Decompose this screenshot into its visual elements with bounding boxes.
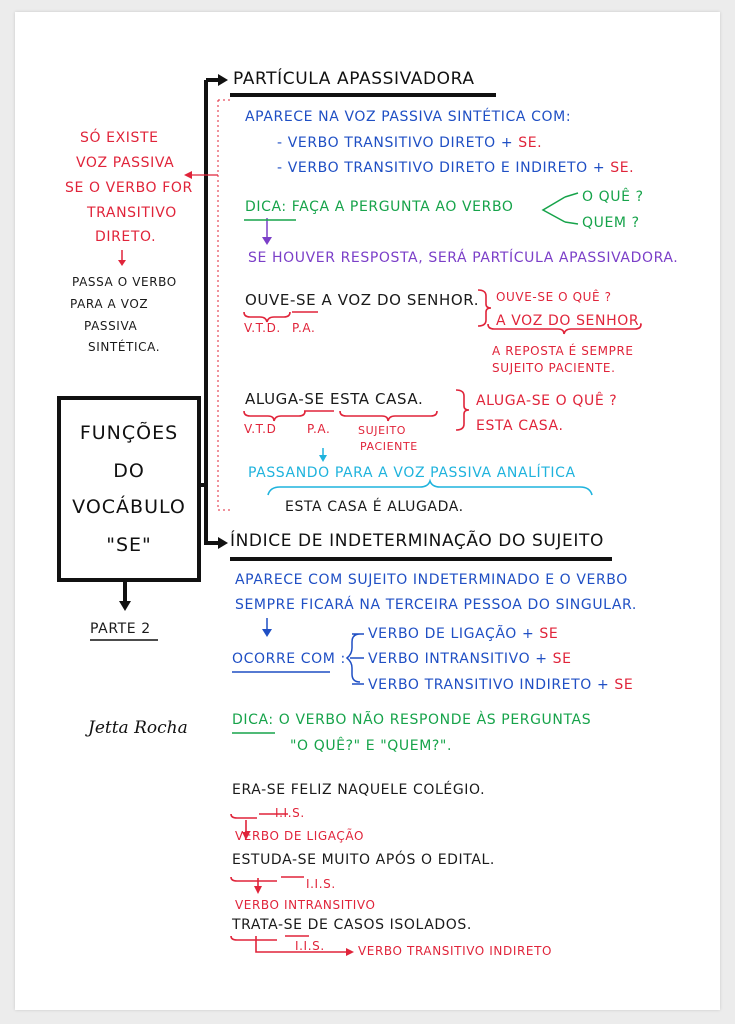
side-note-line: DIRETO. [95,229,157,245]
intro: APARECE COM SUJEITO INDETERMINADO E O VERBO [235,572,628,588]
dashed-connector [218,100,232,510]
note: SUJEITO PACIENTE. [492,361,616,375]
text: -SE [289,291,317,309]
tag: V.T.D [244,422,277,436]
tag: PACIENTE [360,440,418,453]
example-sentence [245,392,423,407]
section-title: ÍNDICE DE INDETERMINAÇÃO DO SUJEITO [230,531,604,551]
intro: SEMPRE FICARÁ NA TERCEIRA PESSOA DO SINGULAR. [235,597,637,613]
arrow-icon [218,537,228,549]
side-note-line: TRANSITIVO [87,205,177,221]
text: DICA [232,712,269,728]
list-item [277,161,634,175]
example-sentence [232,853,495,867]
analytic-sentence: ESTA CASA É ALUGADA. [285,499,464,515]
box-line: FUNÇÕES [79,422,179,444]
tag: I.I.S. [295,939,325,953]
tag: V.T.D. [244,321,281,335]
tip [245,200,514,214]
text: OUVE [245,291,290,309]
se-text: SE. [610,160,635,176]
occurs-label: OCORRE COM : [232,651,346,667]
text: MUITO APÓS O EDITAL. [321,852,495,868]
question: QUEM ? [582,215,640,231]
text: -SE [291,852,317,868]
example-sentence [245,293,479,308]
side-note-line: SE O VERBO FOR [65,180,193,196]
text: : FAÇA A PERGUNTA AO VERBO [281,199,514,215]
signature: Jetta Rocha [88,718,188,738]
answer: ESTA CASA. [476,418,564,434]
example-sentence [232,783,485,797]
text: VERBO TRANSITIVO INDIRETO + [368,677,610,693]
verb-type: VERBO INTRANSITIVO [235,898,376,912]
box-line: DO [113,460,145,482]
text: ERA [232,782,262,798]
side-note-line: VOZ PASSIVA [76,155,175,171]
text: TRATA [232,917,278,933]
text: SE [539,626,559,642]
arrow-icon [218,74,228,86]
tip [232,713,591,727]
text: A VOZ DO SENHOR. [321,291,480,309]
text: VERBO DE LIGAÇÃO + [368,626,535,642]
list-item [368,652,572,666]
text: SE [552,651,572,667]
tip-line: "O QUÊ?" E "QUEM?". [290,738,452,754]
box-line: "SE" [106,534,152,556]
question: O QUÊ ? [582,189,644,205]
side-note-line: PASSIVA [84,319,138,333]
tag: I.I.S. [306,877,336,891]
tag: P.A. [292,321,316,335]
text: VERBO INTRANSITIVO + [368,651,548,667]
example-sentence [232,918,472,932]
text: : O VERBO NÃO RESPONDE ÀS PERGUNTAS [268,712,592,728]
se-text: SE. [518,135,543,151]
part-label: PARTE 2 [90,621,151,637]
question: ALUGA-SE O QUÊ ? [476,393,618,409]
text: -SE [261,782,286,798]
side-note-line: PASSA O VERBO [72,275,177,289]
analytic-label: PASSANDO PARA A VOZ PASSIVA ANALÍTICA [248,465,576,481]
text: ESTUDA [232,852,292,868]
text: DE CASOS ISOLADOS. [307,917,472,933]
side-note-line: SINTÉTICA. [88,340,161,354]
question: OUVE-SE O QUÊ ? [496,290,612,304]
intro: APARECE NA VOZ PASSIVA SINTÉTICA COM: [245,109,572,125]
text: ALUGA [245,390,299,408]
section-title: PARTÍCULA APASSIVADORA [233,69,475,89]
list-item [277,136,542,150]
list-item [368,627,558,641]
arrow-down-icon [119,601,131,611]
side-note-line: SÓ EXISTE [80,130,159,146]
tip-result: SE HOUVER RESPOSTA, SERÁ PARTÍCULA APASSIVADORA. [248,250,679,266]
text: ESTA CASA. [330,390,424,408]
text: -SE [298,390,325,408]
tag: I.I.S. [275,806,305,820]
side-note-line: PARA A VOZ [70,297,149,311]
box-line: VOCÁBULO [72,496,186,518]
text: FELIZ NAQUELE COLÉGIO. [290,782,486,798]
verb-type: VERBO DE LIGAÇÃO [235,829,364,843]
tip-label: DICA [245,199,282,215]
answer: A VOZ DO SENHOR. [496,313,644,329]
tag: SUJEITO [358,424,407,437]
item-text: - VERBO TRANSITIVO DIRETO E INDIRETO + [277,160,606,176]
list-item [368,678,633,692]
text: SE [614,677,634,693]
verb-type: VERBO TRANSITIVO INDIRETO [358,944,553,958]
item-text: - VERBO TRANSITIVO DIRETO + [277,135,514,151]
text: -SE [277,917,303,933]
note: A REPOSTA É SEMPRE [492,344,634,358]
tag: P.A. [307,422,331,436]
